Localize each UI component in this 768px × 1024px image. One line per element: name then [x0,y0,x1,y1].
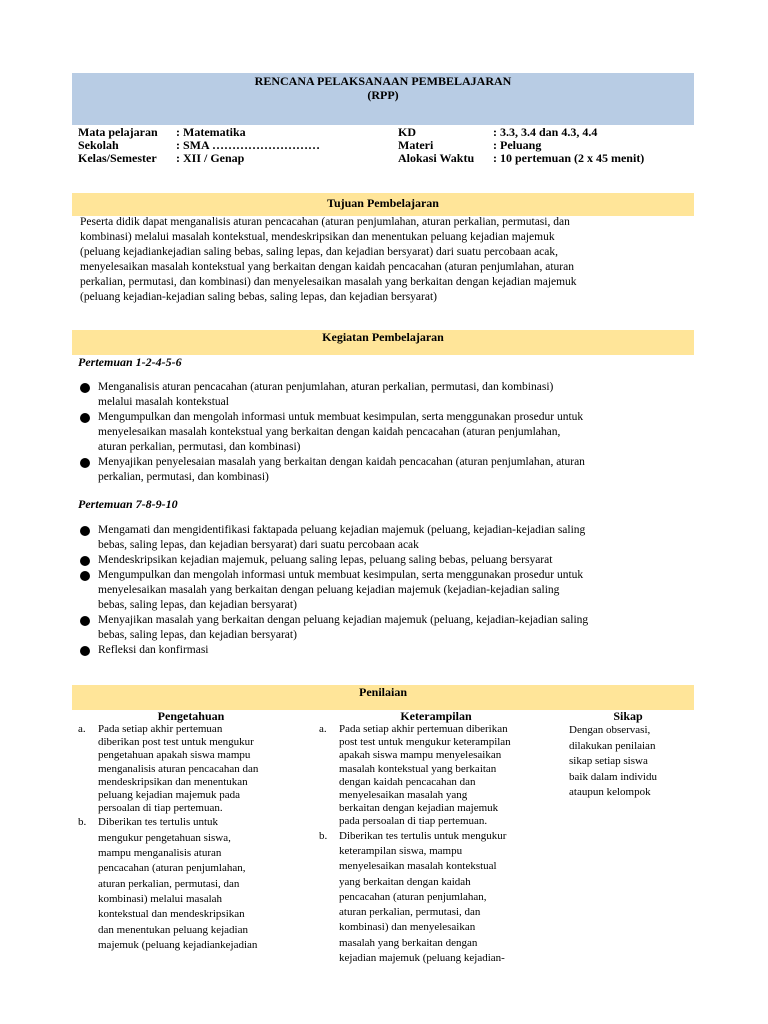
bullet-icon [80,458,90,468]
list-line: menganalisis aturan pencacahan dan [98,762,259,775]
sikap-line: sikap setiap siswa [569,755,648,767]
list-line: menyelesaikan masalah yang berkaitan dengan peluang kejadian majemuk (kejadian-kejadian saling [98,584,560,596]
list-item [78,723,306,815]
list-line: dan menentukan peluang kejadian [98,923,248,936]
list-line: Mengamati dan mengidentifikasi faktapada peluang kejadian majemuk (peluang, kejadian-kejadian saling [98,524,586,536]
pengetahuan-title: Pengetahuan [157,709,225,723]
list-line: pencacahan (aturan penjumlahan, [339,890,487,903]
tujuan-line: (peluang kejadian-kejadian saling bebas, saling lepas, dan kejadian bersyarat) [80,291,437,303]
list-line: menyelesaikan masalah yang [339,789,468,802]
list-line: Refleksi dan konfirmasi [98,644,209,656]
sikap-line: Dengan observasi, [569,724,651,736]
sikap-line: dilakukan penilaian [569,739,656,752]
list-line: keterampilan siswa, mampu [339,844,463,857]
list-line: kombinasi) dan menyelesaikan [339,921,476,934]
list-item [78,410,693,455]
tujuan-line: perkalian, permutasi, dan kombinasi) dan menyelesaikan masalah yang berkaitan dengan kejadian majemuk [80,276,577,288]
list-line: majemuk (peluang kejadiankejadian [98,938,258,951]
keterampilan-column [319,710,559,966]
bullet-icon [80,571,90,581]
meeting2-title: Pertemuan 7-8-9-10 [78,497,178,511]
list-line: peluang kejadian majemuk pada [98,789,241,802]
kegiatan-heading: Kegiatan Pembelajaran [72,330,694,355]
sikap-column [569,710,689,801]
sikap-title: Sikap [613,709,643,723]
bullet-icon [80,646,90,656]
list-line: menyelesaikan masalah kontekstual [339,860,497,873]
keterampilan-list [319,723,559,966]
list-line: mengukur pengetahuan siswa, [98,831,231,844]
list-line: melalui masalah kontekstual [98,396,229,408]
document-header [72,73,694,125]
list-line: Mengumpulkan dan mengolah informasi untuk membuat kesimpulan, serta menggunakan prosedur untuk [98,411,584,423]
list-line: Diberikan tes tertulis untuk [98,816,219,829]
list-line: Mendeskripsikan kejadian majemuk, peluang saling lepas, peluang saling bebas, peluang bersyarat [98,554,553,566]
info-label: Materi [398,138,434,152]
list-line: aturan perkalian, permutasi, dan [339,906,481,919]
penilaian-heading: Penilaian [72,685,694,710]
document-title: RENCANA PELAKSANAAN PEMBELAJARAN [254,74,512,88]
list-line: aturan perkalian, permutasi, dan [98,877,240,890]
meeting2-list [78,523,693,658]
keterampilan-title: Keterampilan [400,709,472,723]
pengetahuan-list [78,723,306,953]
list-marker: a. [319,723,327,735]
list-line: Menganalisis aturan pencacahan (aturan penjumlahan, aturan perkalian, permutasi, dan kombinasi) [98,381,554,393]
info-row-alokasi [398,152,644,165]
list-line: masalah yang berkaitan dengan [339,936,478,949]
list-line: dengan kaidah pencacahan dan [339,775,476,788]
list-marker: a. [78,723,86,735]
tujuan-line: kombinasi) melalui masalah kontekstual, mendeskripsikan dan menentukan peluang kejadian majemuk [80,231,555,243]
list-item [78,380,693,410]
list-line: Pada setiap akhir pertemuan [98,723,223,735]
list-line: post test untuk mengukur keterampilan [339,736,511,749]
sikap-line: baik dalam individu [569,770,657,783]
info-value: : XII / Genap [176,151,245,165]
document-subtitle: (RPP) [367,88,399,102]
list-item [78,568,693,613]
list-line: bebas, saling lepas, dan kejadian bersyarat) [98,629,297,641]
list-line: aturan perkalian, permutasi, dan kombinasi) [98,441,301,453]
bullet-icon [80,616,90,626]
info-value: : Peluang [493,138,542,152]
list-line: perkalian, permutasi, dan kombinasi) [98,471,269,483]
list-line: diberikan post test untuk mengukur [98,736,254,749]
info-value: : 10 pertemuan (2 x 45 menit) [493,151,645,165]
info-label: Alokasi Waktu [398,151,475,165]
list-line: Diberikan tes tertulis untuk mengukur [339,829,507,842]
list-item [78,523,693,553]
list-line: pada persoalan di tiap pertemuan. [339,815,488,828]
info-value: : 3.3, 3.4 dan 4.3, 4.4 [493,125,598,139]
list-item [319,723,559,829]
tujuan-heading: Tujuan Pembelajaran [72,193,694,216]
info-label: KD [398,125,416,139]
list-item [78,815,306,953]
list-line: kejadian majemuk (peluang kejadian- [339,952,505,964]
tujuan-paragraph [80,215,692,305]
list-line: Pada setiap akhir pertemuan diberikan [339,723,508,735]
info-value: : Matematika [176,125,246,139]
tujuan-line: (peluang kejadiankejadian saling bebas, saling lepas, dan kejadian bersyarat) dari suatu percobaan acak, [80,246,559,258]
list-line: yang berkaitan dengan kaidah [339,875,471,888]
bullet-icon [80,413,90,423]
list-line: Mengumpulkan dan mengolah informasi untuk membuat kesimpulan, serta menggunakan prosedur untuk [98,569,584,581]
bullet-icon [80,526,90,536]
list-line: mampu menganalisis aturan [98,847,222,860]
list-item [78,455,693,485]
info-right [398,126,644,165]
meeting1-list [78,380,693,485]
list-line: masalah kontekstual yang berkaitan [339,762,497,775]
info-label: Sekolah [78,138,119,152]
meeting1-title: Pertemuan 1-2-4-5-6 [78,355,182,369]
info-left [78,126,320,165]
list-line: mendeskripsikan dan menentukan [98,775,248,788]
list-line: pengetahuan apakah siswa mampu [98,749,251,762]
tujuan-line: Peserta didik dapat menganalisis aturan pencacahan (aturan penjumlahan, aturan perkalian, permutasi, dan [80,216,570,228]
list-line: menyelesaikan masalah kontekstual yang berkaitan dengan kaidah pencacahan (aturan penjumlahan, [98,426,561,438]
list-item [78,553,693,568]
info-value: : SMA ……………………… [176,138,320,152]
list-item [78,613,693,643]
list-line: Menyajikan penyelesaian masalah yang berkaitan dengan kaidah pencacahan (aturan penjumlahan, aturan [98,456,585,468]
list-marker: b. [78,816,87,829]
info-label: Kelas/Semester [78,151,157,165]
list-line: apakah siswa mampu menyelesaikan [339,749,502,762]
list-item [319,829,559,967]
bullet-icon [80,556,90,566]
list-item [78,643,693,658]
list-line: Menyajikan masalah yang berkaitan dengan peluang kejadian majemuk (peluang, kejadian-kejadian saling [98,614,589,626]
info-row-class [78,152,320,165]
tujuan-line: menyelesaikan masalah kontekstual yang berkaitan dengan kaidah pencacahan (aturan penjumlahan, aturan [80,261,574,273]
list-line: berkaitan dengan kejadian majemuk [339,802,499,815]
list-line: kontekstual dan mendeskripsikan [98,908,245,921]
bullet-icon [80,383,90,393]
list-line: persoalan di tiap pertemuan. [98,802,223,815]
list-line: kombinasi) melalui masalah [98,892,223,905]
list-marker: b. [319,829,328,842]
pengetahuan-column [78,710,306,953]
list-line: bebas, saling lepas, dan kejadian bersyarat) dari suatu percobaan acak [98,539,419,551]
list-line: bebas, saling lepas, dan kejadian bersyarat) [98,599,297,611]
sikap-line: ataupun kelompok [569,786,651,798]
list-line: pencacahan (aturan penjumlahan, [98,862,246,875]
info-label: Mata pelajaran [78,125,158,139]
